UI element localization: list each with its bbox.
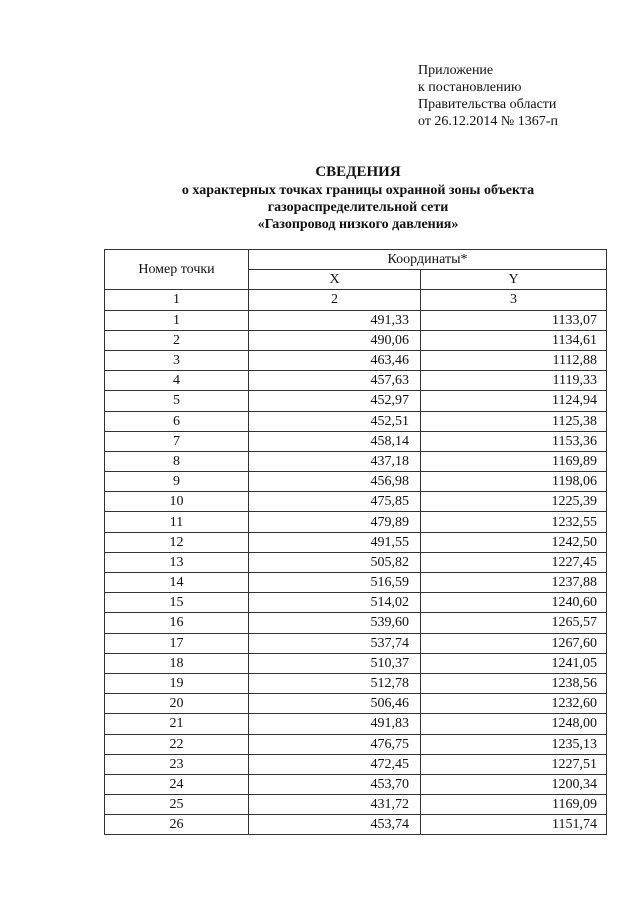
point-number-cell: 15 <box>105 593 249 613</box>
y-coordinate-cell: 1235,13 <box>421 734 607 754</box>
y-coordinate-cell: 1119,33 <box>421 371 607 391</box>
x-coordinate-cell: 472,45 <box>249 754 421 774</box>
column-number: 3 <box>421 290 607 310</box>
header-point-number: Номер точки <box>105 250 249 290</box>
x-coordinate-cell: 463,46 <box>249 350 421 370</box>
x-coordinate-cell: 506,46 <box>249 694 421 714</box>
table-row <box>105 694 607 714</box>
table-row <box>105 472 607 492</box>
point-number-cell: 7 <box>105 431 249 451</box>
point-number-cell: 6 <box>105 411 249 431</box>
y-coordinate-cell: 1134,61 <box>421 330 607 350</box>
x-coordinate-cell: 453,70 <box>249 774 421 794</box>
x-coordinate-cell: 479,89 <box>249 512 421 532</box>
y-coordinate-cell: 1200,34 <box>421 774 607 794</box>
x-coordinate-cell: 512,78 <box>249 673 421 693</box>
table-row <box>105 815 607 835</box>
point-number-cell: 11 <box>105 512 249 532</box>
y-coordinate-cell: 1227,45 <box>421 552 607 572</box>
point-number-cell: 8 <box>105 451 249 471</box>
column-number-row <box>105 290 607 310</box>
x-coordinate-cell: 539,60 <box>249 613 421 633</box>
y-coordinate-cell: 1124,94 <box>421 391 607 411</box>
appendix-block <box>418 62 558 130</box>
table-row <box>105 310 607 330</box>
x-coordinate-cell: 437,18 <box>249 451 421 471</box>
y-coordinate-cell: 1225,39 <box>421 492 607 512</box>
coordinates-table <box>104 249 607 835</box>
point-number-cell: 19 <box>105 673 249 693</box>
document-heading <box>100 163 616 233</box>
x-coordinate-cell: 457,63 <box>249 371 421 391</box>
x-coordinate-cell: 491,33 <box>249 310 421 330</box>
x-coordinate-cell: 537,74 <box>249 633 421 653</box>
x-coordinate-cell: 475,85 <box>249 492 421 512</box>
table-row <box>105 391 607 411</box>
point-number-cell: 17 <box>105 633 249 653</box>
appendix-line: Приложение <box>418 63 494 78</box>
table-row <box>105 411 607 431</box>
x-coordinate-cell: 453,74 <box>249 815 421 835</box>
point-number-cell: 14 <box>105 573 249 593</box>
table-row <box>105 552 607 572</box>
header-y: Y <box>421 270 607 290</box>
table-row <box>105 633 607 653</box>
point-number-cell: 26 <box>105 815 249 835</box>
table-row <box>105 734 607 754</box>
table-row <box>105 714 607 734</box>
table-row <box>105 330 607 350</box>
y-coordinate-cell: 1248,00 <box>421 714 607 734</box>
point-number-cell: 23 <box>105 754 249 774</box>
table-row <box>105 350 607 370</box>
x-coordinate-cell: 456,98 <box>249 472 421 492</box>
table-row <box>105 613 607 633</box>
table-row <box>105 492 607 512</box>
point-number-cell: 25 <box>105 795 249 815</box>
x-coordinate-cell: 476,75 <box>249 734 421 754</box>
point-number-cell: 21 <box>105 714 249 734</box>
x-coordinate-cell: 452,97 <box>249 391 421 411</box>
table-row <box>105 512 607 532</box>
document-subtitle-line: о характерных точках границы охранной зоны объекта <box>181 183 535 198</box>
table-row <box>105 532 607 552</box>
x-coordinate-cell: 510,37 <box>249 653 421 673</box>
point-number-cell: 5 <box>105 391 249 411</box>
point-number-cell: 4 <box>105 371 249 391</box>
y-coordinate-cell: 1169,89 <box>421 451 607 471</box>
table-header-row <box>105 250 607 270</box>
y-coordinate-cell: 1237,88 <box>421 573 607 593</box>
point-number-cell: 3 <box>105 350 249 370</box>
table-row <box>105 774 607 794</box>
table-body <box>105 310 607 835</box>
y-coordinate-cell: 1133,07 <box>421 310 607 330</box>
y-coordinate-cell: 1151,74 <box>421 815 607 835</box>
x-coordinate-cell: 458,14 <box>249 431 421 451</box>
y-coordinate-cell: 1232,60 <box>421 694 607 714</box>
y-coordinate-cell: 1240,60 <box>421 593 607 613</box>
column-number: 1 <box>105 290 249 310</box>
x-coordinate-cell: 452,51 <box>249 411 421 431</box>
y-coordinate-cell: 1227,51 <box>421 754 607 774</box>
point-number-cell: 13 <box>105 552 249 572</box>
y-coordinate-cell: 1238,56 <box>421 673 607 693</box>
header-coordinates: Координаты* <box>249 250 607 270</box>
table-row <box>105 371 607 391</box>
point-number-cell: 24 <box>105 774 249 794</box>
table-row <box>105 593 607 613</box>
y-coordinate-cell: 1232,55 <box>421 512 607 532</box>
point-number-cell: 22 <box>105 734 249 754</box>
y-coordinate-cell: 1169,09 <box>421 795 607 815</box>
x-coordinate-cell: 431,72 <box>249 795 421 815</box>
x-coordinate-cell: 491,83 <box>249 714 421 734</box>
x-coordinate-cell: 516,59 <box>249 573 421 593</box>
document-subtitle-line: «Газопровод низкого давления» <box>257 217 459 232</box>
y-coordinate-cell: 1242,50 <box>421 532 607 552</box>
table-row <box>105 754 607 774</box>
y-coordinate-cell: 1112,88 <box>421 350 607 370</box>
y-coordinate-cell: 1267,60 <box>421 633 607 653</box>
point-number-cell: 20 <box>105 694 249 714</box>
table-row <box>105 653 607 673</box>
x-coordinate-cell: 505,82 <box>249 552 421 572</box>
document-title: СВЕДЕНИЯ <box>315 164 401 180</box>
point-number-cell: 1 <box>105 310 249 330</box>
y-coordinate-cell: 1265,57 <box>421 613 607 633</box>
x-coordinate-cell: 490,06 <box>249 330 421 350</box>
table-row <box>105 573 607 593</box>
point-number-cell: 12 <box>105 532 249 552</box>
y-coordinate-cell: 1198,06 <box>421 472 607 492</box>
point-number-cell: 10 <box>105 492 249 512</box>
point-number-cell: 2 <box>105 330 249 350</box>
column-number: 2 <box>249 290 421 310</box>
x-coordinate-cell: 491,55 <box>249 532 421 552</box>
header-x: X <box>249 270 421 290</box>
point-number-cell: 16 <box>105 613 249 633</box>
point-number-cell: 18 <box>105 653 249 673</box>
y-coordinate-cell: 1153,36 <box>421 431 607 451</box>
table-row <box>105 451 607 471</box>
appendix-line: от 26.12.2014 № 1367-п <box>418 114 558 129</box>
table-row <box>105 431 607 451</box>
y-coordinate-cell: 1241,05 <box>421 653 607 673</box>
table-row <box>105 673 607 693</box>
appendix-line: Правительства области <box>418 97 557 112</box>
point-number-cell: 9 <box>105 472 249 492</box>
y-coordinate-cell: 1125,38 <box>421 411 607 431</box>
table-row <box>105 795 607 815</box>
x-coordinate-cell: 514,02 <box>249 593 421 613</box>
appendix-line: к постановлению <box>418 80 522 95</box>
document-subtitle-line: газораспределительной сети <box>267 200 449 215</box>
